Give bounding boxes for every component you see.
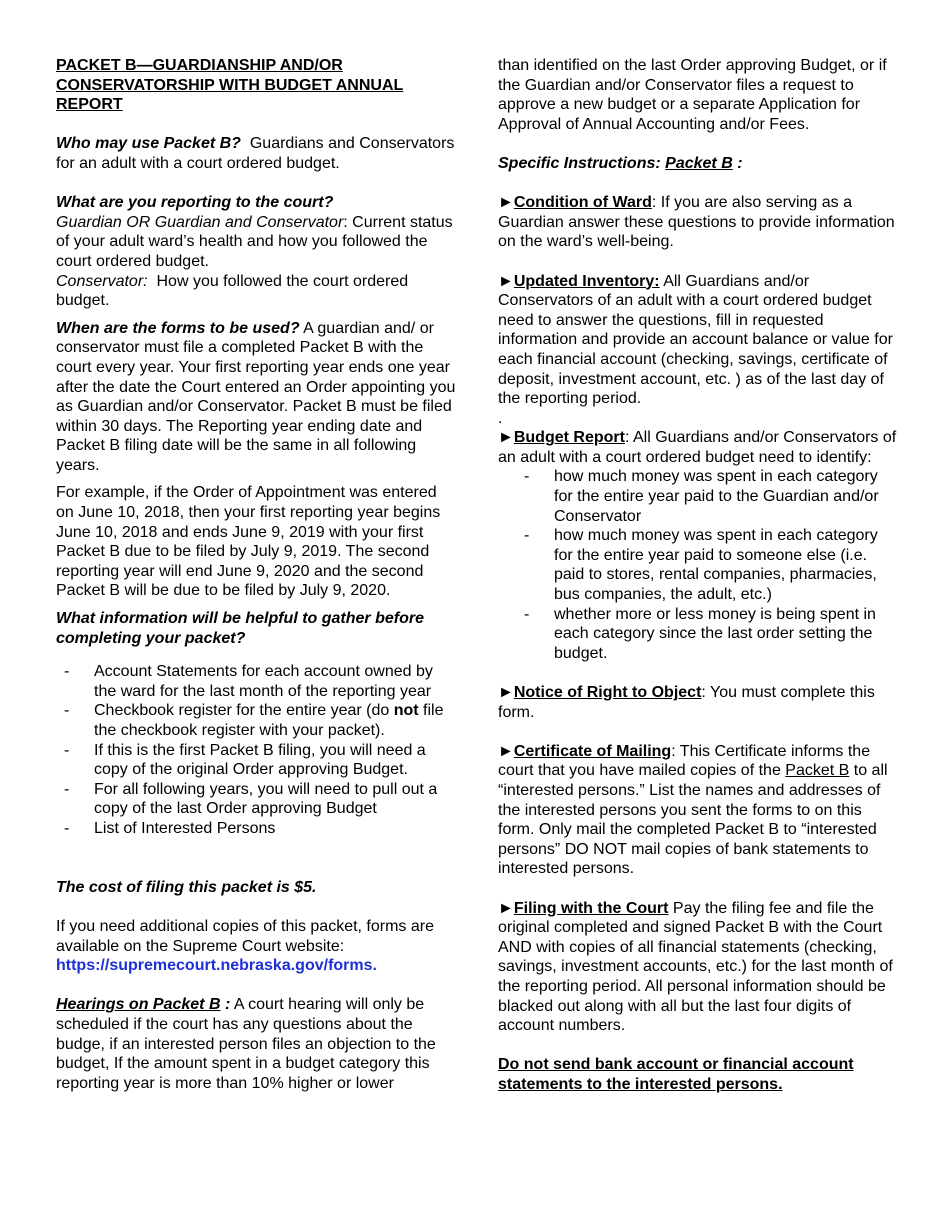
arrow-icon: ►	[498, 684, 514, 701]
list-item-text: file the checkbook register with your packet).	[94, 702, 444, 739]
list-item: - how much money was spent in each category for the entire year paid to the Guardian and/or Conservator	[498, 467, 898, 526]
arrow-icon: ►	[498, 272, 514, 290]
list-item: - how much money was spent in each category for the entire year paid to someone else (i.e. paid to stores, rental companies, pharmacies, bus companies, the adult, etc.)	[498, 526, 898, 604]
when-section	[56, 319, 456, 476]
gather-list	[56, 662, 456, 838]
list-item: - If this is the first Packet B filing, you will need a copy of the original Order approving Budget.	[56, 741, 456, 780]
mailing-section	[498, 742, 898, 879]
what-guardian	[56, 213, 456, 272]
who-question: Who may use Packet B?	[56, 135, 241, 153]
filing-label: Filing with the Court	[513, 899, 669, 917]
right-column	[498, 56, 898, 1094]
left-column	[56, 56, 456, 1093]
filing-text: Pay the filing fee and file the original completed and signed Packet B with the Court AND with copies of all financial statements (checking, savings, investment accounts, etc.) for the last month of the reporting period. All personal information should be blacked out along with all but the last four digits of account numbers.	[498, 899, 893, 1035]
ward-text: : If you are also serving as a Guardian answer these questions to provide information on the ward’s well-being.	[498, 194, 895, 251]
budget-section	[498, 428, 898, 467]
notice-label: Notice of Right to Object	[513, 684, 702, 701]
gather-question: What information will be helpful to gather before completing your packet?	[56, 610, 424, 647]
when-answer: A guardian and/ or conservator must file a completed Packet B with the court every year. Your first reporting year ends one year after the date the Court entered an Order appointing you as Guardian and/or Conservator. Packet B must be filed within 30 days. The Reporting year ending date and Packet B filing date will be the same in all following years.	[56, 319, 456, 474]
what-question: What are you reporting to the court?	[56, 194, 334, 212]
hearings-section	[56, 995, 456, 1093]
specific-packet: Packet B	[665, 154, 733, 172]
mailing-text: : This Certificate informs the court that you have mailed copies of the	[498, 742, 871, 780]
stray-dot: .	[498, 409, 503, 427]
list-item: - List of Interested Persons	[56, 819, 456, 839]
what-guardian-text: : Current status of your adult ward’s health and how you followed the court ordered budget.	[56, 213, 453, 270]
filing-section	[498, 899, 898, 1036]
budget-list	[498, 467, 898, 663]
what-conservator-label: Conservator:	[56, 272, 148, 290]
specific-colon: :	[732, 154, 743, 172]
list-item-text: Checkbook register for the entire year (do	[94, 702, 394, 720]
list-item: - Account Statements for each account owned by the ward for the last month of the reporting year	[56, 662, 456, 701]
mailing-label: Certificate of Mailing	[513, 742, 672, 760]
what-conservator	[56, 272, 456, 311]
arrow-icon: ►	[498, 194, 514, 212]
specific-label: Specific Instructions:	[498, 154, 661, 172]
packet-title: PACKET B—GUARDIANSHIP AND/OR CONSERVATORSHIP WITH BUDGET ANNUAL REPORT	[56, 57, 404, 114]
arrow-icon: ►	[498, 742, 514, 760]
who-section	[56, 134, 456, 173]
inventory-text: All Guardians and/or Conservators of an adult with a court ordered budget need to answer the questions, fill in requested information and provide an account balance or value for each financial account (checking, savings, certificate of deposit, investment account, etc. ) as of the last day of the reporting period.	[498, 272, 893, 408]
forms-link[interactable]: https://supremecourt.nebraska.gov/forms.	[56, 957, 377, 975]
cost-statement: The cost of filing this packet is $5.	[56, 878, 317, 896]
hearings-colon: :	[220, 996, 231, 1014]
budget-text: : All Guardians and/or Conservators of an adult with a court ordered budget need to identify:	[498, 429, 897, 466]
inventory-section	[498, 272, 898, 409]
who-answer: Guardians and Conservators for an adult with a court ordered budget.	[56, 135, 455, 172]
when-question: When are the forms to be used?	[56, 319, 300, 337]
inventory-label: Updated Inventory:	[513, 272, 660, 290]
example-paragraph: For example, if the Order of Appointment was entered on June 10, 2018, then your first reporting year begins June 10, 2018 and ends June 9, 2019 with your first Packet B due to be filed by July 9, 2019. The second reporting year will end June 9, 2020 and the second Packet B will be due to be filed by July 9, 2020.	[56, 484, 441, 600]
list-item: - For all following years, you will need to pull out a copy of the last Order approving Budget	[56, 780, 456, 819]
continued-text: than identified on the last Order approving Budget, or if the Guardian and/or Conservator files a request to approve a new budget or a separate Application for Approval of Annual Accounting and/or Fees.	[498, 57, 887, 133]
hearings-text: A court hearing will only be scheduled if the court has any questions about the budge, if an interested person files an objection to the budget, If the amount spent in a budget category this reporting year is more than 10% higher or lower	[56, 996, 436, 1092]
list-item	[56, 701, 456, 740]
notice-text: : You must complete this form.	[498, 684, 875, 721]
arrow-icon: ►	[498, 429, 514, 447]
warning-statement: Do not send bank account or financial account statements to the interested persons.	[498, 1056, 854, 1093]
what-conservator-text: How you followed the court ordered budget.	[56, 272, 409, 310]
mailing-packet: Packet B	[785, 762, 850, 780]
hearings-label: Hearings on Packet B	[56, 996, 221, 1014]
notice-section	[498, 683, 898, 722]
list-item: - whether more or less money is being spent in each category since the last order setting the budget.	[498, 605, 898, 664]
ward-label: Condition of Ward	[513, 194, 652, 212]
arrow-icon: ►	[498, 899, 514, 917]
budget-label: Budget Report	[513, 429, 625, 447]
copies-text: If you need additional copies of this packet, forms are available on the Supreme Court website:	[56, 917, 434, 955]
ward-section	[498, 193, 898, 252]
list-item-emphasis: not	[393, 702, 419, 720]
specific-instructions	[498, 154, 898, 174]
what-guardian-label: Guardian OR Guardian and Conservator	[56, 213, 344, 231]
mailing-text-2: to all “interested persons.” List the names and addresses of the interested persons you sent the forms to on this form. Only mail the completed Packet B to “interested persons” DO NOT mail copies of bank statements to interested persons.	[498, 762, 888, 878]
